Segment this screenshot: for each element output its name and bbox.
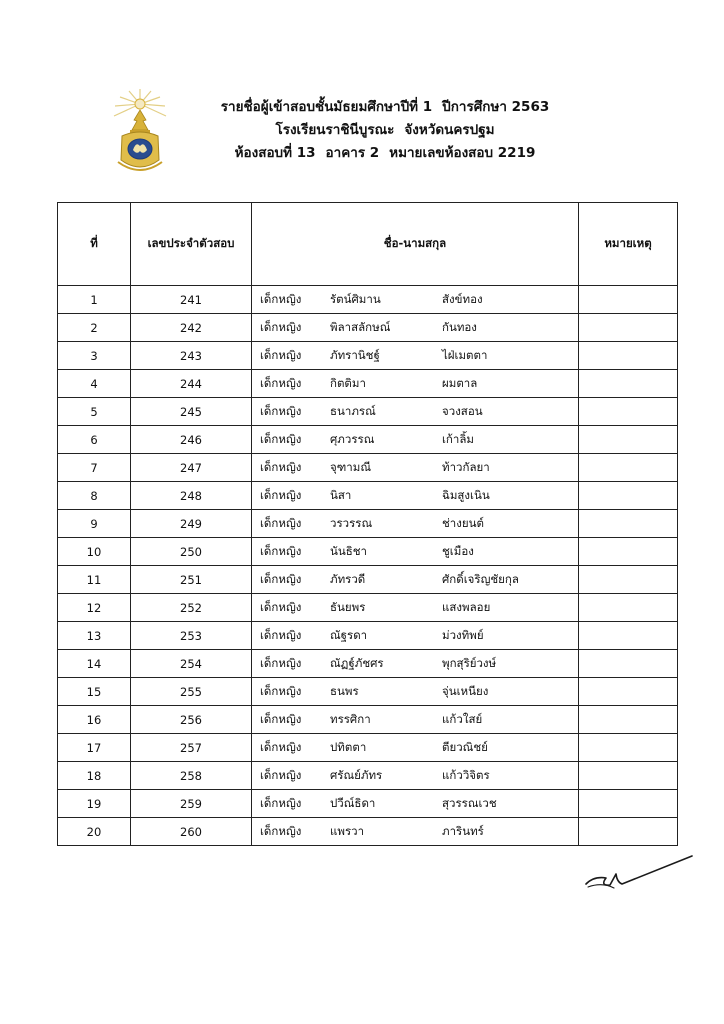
last-name: พุกสุริย์วงษ์ xyxy=(442,655,497,670)
full-name xyxy=(252,538,579,566)
name-prefix: เด็กหญิง xyxy=(260,823,302,838)
header-line-1 xyxy=(170,96,600,119)
full-name xyxy=(252,762,579,790)
first-name: ศรัณย์ภัทร xyxy=(330,767,383,782)
header-no: ที่ xyxy=(58,203,131,286)
full-name xyxy=(252,370,579,398)
remark xyxy=(579,510,678,538)
first-name: ทรรศิกา xyxy=(330,711,371,726)
row-number: 13 xyxy=(58,622,131,650)
row-number: 4 xyxy=(58,370,131,398)
full-name xyxy=(252,566,579,594)
row-number: 20 xyxy=(58,818,131,846)
header-remark: หมายเหตุ xyxy=(579,203,678,286)
handwritten-signature-icon xyxy=(580,852,695,894)
first-name: รัตน์ศิมาน xyxy=(330,291,381,306)
remark xyxy=(579,706,678,734)
row-number: 5 xyxy=(58,398,131,426)
header-line-3 xyxy=(170,142,600,165)
first-name: ปวีณ์ธิดา xyxy=(330,795,376,810)
exam-id: 242 xyxy=(131,314,252,342)
document-header xyxy=(170,96,600,165)
row-number: 16 xyxy=(58,706,131,734)
table-header-row xyxy=(58,203,678,286)
table-row xyxy=(58,594,678,622)
name-prefix: เด็กหญิง xyxy=(260,543,302,558)
table-row xyxy=(58,454,678,482)
row-number: 14 xyxy=(58,650,131,678)
row-number: 3 xyxy=(58,342,131,370)
first-name: จุฑามณี xyxy=(330,459,371,474)
last-name: จุ่นเหนียง xyxy=(442,683,489,698)
last-name: สังข์ทอง xyxy=(442,291,483,306)
last-name: ผมตาล xyxy=(442,375,478,390)
exam-title: รายชื่อผู้เข้าสอบชั้นมัธยมศึกษาปีที่ 1 xyxy=(220,99,433,115)
remark xyxy=(579,734,678,762)
name-prefix: เด็กหญิง xyxy=(260,739,302,754)
name-prefix: เด็กหญิง xyxy=(260,599,302,614)
exam-room: ห้องสอบที่ 13 xyxy=(234,145,316,161)
table-row xyxy=(58,482,678,510)
name-prefix: เด็กหญิง xyxy=(260,655,302,670)
name-prefix: เด็กหญิง xyxy=(260,347,302,362)
last-name: สุวรรณเวช xyxy=(442,795,497,810)
full-name xyxy=(252,594,579,622)
table-row xyxy=(58,426,678,454)
full-name xyxy=(252,454,579,482)
last-name: กันทอง xyxy=(442,319,477,334)
remark xyxy=(579,790,678,818)
exam-id: 251 xyxy=(131,566,252,594)
table-row xyxy=(58,818,678,846)
first-name: ธนพร xyxy=(330,683,359,698)
full-name xyxy=(252,650,579,678)
row-number: 15 xyxy=(58,678,131,706)
exam-id: 260 xyxy=(131,818,252,846)
full-name xyxy=(252,734,579,762)
remark xyxy=(579,538,678,566)
full-name xyxy=(252,818,579,846)
row-number: 1 xyxy=(58,286,131,314)
header-line-2 xyxy=(170,119,600,142)
row-number: 12 xyxy=(58,594,131,622)
exam-id: 243 xyxy=(131,342,252,370)
first-name: ศุภวรรณ xyxy=(330,431,375,446)
name-prefix: เด็กหญิง xyxy=(260,683,302,698)
table-row xyxy=(58,622,678,650)
exam-id: 253 xyxy=(131,622,252,650)
table-row xyxy=(58,678,678,706)
first-name: ธันยพร xyxy=(330,599,366,614)
table-row xyxy=(58,370,678,398)
first-name: ภัทรานิชฐ์ xyxy=(330,347,380,362)
name-prefix: เด็กหญิง xyxy=(260,291,302,306)
exam-id: 257 xyxy=(131,734,252,762)
row-number: 19 xyxy=(58,790,131,818)
table-row xyxy=(58,510,678,538)
table-row xyxy=(58,398,678,426)
last-name: จวงสอน xyxy=(442,403,483,418)
last-name: แก้ววิจิตร xyxy=(442,767,490,782)
first-name: ธนาภรณ์ xyxy=(330,403,376,418)
first-name: ปทิตตา xyxy=(330,739,367,754)
table-body xyxy=(58,286,678,846)
first-name: วรวรรณ xyxy=(330,515,373,530)
exam-id: 241 xyxy=(131,286,252,314)
full-name xyxy=(252,482,579,510)
header-exam-id: เลขประจำตัวสอบ xyxy=(131,203,252,286)
name-prefix: เด็กหญิง xyxy=(260,571,302,586)
last-name: ชูเมือง xyxy=(442,543,474,558)
remark xyxy=(579,370,678,398)
full-name xyxy=(252,678,579,706)
remark xyxy=(579,398,678,426)
remark xyxy=(579,594,678,622)
row-number: 17 xyxy=(58,734,131,762)
name-prefix: เด็กหญิง xyxy=(260,487,302,502)
table-row xyxy=(58,762,678,790)
table-row xyxy=(58,734,678,762)
name-prefix: เด็กหญิง xyxy=(260,319,302,334)
table-row xyxy=(58,566,678,594)
full-name xyxy=(252,286,579,314)
remark xyxy=(579,622,678,650)
first-name: พิลาสลักษณ์ xyxy=(330,319,391,334)
last-name: ฉิมสูงเนิน xyxy=(442,487,490,502)
last-name: แสงพลอย xyxy=(442,599,491,614)
last-name: เก้าลิ้ม xyxy=(442,431,474,446)
remark xyxy=(579,342,678,370)
remark xyxy=(579,762,678,790)
remark xyxy=(579,678,678,706)
row-number: 9 xyxy=(58,510,131,538)
table-row xyxy=(58,790,678,818)
province: จังหวัดนครปฐม xyxy=(404,122,495,138)
exam-id: 254 xyxy=(131,650,252,678)
exam-id: 255 xyxy=(131,678,252,706)
room-code: หมายเลขห้องสอบ 2219 xyxy=(389,145,536,161)
first-name: แพรวา xyxy=(330,823,365,838)
last-name: ไฝ่เมตตา xyxy=(442,347,488,362)
exam-id: 256 xyxy=(131,706,252,734)
remark xyxy=(579,482,678,510)
table-row xyxy=(58,286,678,314)
last-name: ภารินทร์ xyxy=(442,823,484,838)
full-name xyxy=(252,706,579,734)
full-name xyxy=(252,314,579,342)
last-name: ตียวณิชย์ xyxy=(442,739,488,754)
full-name xyxy=(252,510,579,538)
name-prefix: เด็กหญิง xyxy=(260,431,302,446)
exam-id: 245 xyxy=(131,398,252,426)
first-name: กิตติมา xyxy=(330,375,366,390)
last-name: แก้วใสย์ xyxy=(442,711,483,726)
building: อาคาร 2 xyxy=(325,145,380,161)
exam-id: 258 xyxy=(131,762,252,790)
exam-id: 249 xyxy=(131,510,252,538)
name-prefix: เด็กหญิง xyxy=(260,767,302,782)
first-name: ณัฏฐ์ภัชศร xyxy=(330,655,384,670)
name-prefix: เด็กหญิง xyxy=(260,375,302,390)
full-name xyxy=(252,398,579,426)
row-number: 10 xyxy=(58,538,131,566)
remark xyxy=(579,650,678,678)
remark xyxy=(579,314,678,342)
remark xyxy=(579,566,678,594)
school-name: โรงเรียนราชินีบูรณะ xyxy=(275,122,395,138)
name-prefix: เด็กหญิง xyxy=(260,627,302,642)
last-name: ม่วงทิพย์ xyxy=(442,627,484,642)
first-name: ภัทรวดี xyxy=(330,571,366,586)
first-name: ณัฐรดา xyxy=(330,627,368,642)
full-name xyxy=(252,622,579,650)
exam-id: 246 xyxy=(131,426,252,454)
name-prefix: เด็กหญิง xyxy=(260,403,302,418)
last-name: ท้าวกัลยา xyxy=(442,459,490,474)
exam-id: 250 xyxy=(131,538,252,566)
exam-id: 259 xyxy=(131,790,252,818)
exam-id: 252 xyxy=(131,594,252,622)
last-name: ศักดิ์เจริญชัยกุล xyxy=(442,571,519,586)
name-prefix: เด็กหญิง xyxy=(260,459,302,474)
table-row xyxy=(58,342,678,370)
last-name: ช่างยนต์ xyxy=(442,515,484,530)
first-name: นิสา xyxy=(330,487,352,502)
exam-id: 244 xyxy=(131,370,252,398)
full-name xyxy=(252,426,579,454)
row-number: 18 xyxy=(58,762,131,790)
name-prefix: เด็กหญิง xyxy=(260,795,302,810)
table-row xyxy=(58,706,678,734)
row-number: 8 xyxy=(58,482,131,510)
full-name xyxy=(252,342,579,370)
remark xyxy=(579,426,678,454)
name-prefix: เด็กหญิง xyxy=(260,515,302,530)
academic-year: ปีการศึกษา 2563 xyxy=(442,99,550,115)
name-prefix: เด็กหญิง xyxy=(260,711,302,726)
header-name: ชื่อ-นามสกุล xyxy=(252,203,579,286)
row-number: 6 xyxy=(58,426,131,454)
school-emblem-icon xyxy=(112,88,168,178)
examinee-table xyxy=(57,202,678,846)
remark xyxy=(579,454,678,482)
row-number: 11 xyxy=(58,566,131,594)
exam-id: 248 xyxy=(131,482,252,510)
remark xyxy=(579,818,678,846)
table-row xyxy=(58,314,678,342)
table-row xyxy=(58,650,678,678)
table-row xyxy=(58,538,678,566)
first-name: นันธิชา xyxy=(330,543,368,558)
exam-id: 247 xyxy=(131,454,252,482)
remark xyxy=(579,286,678,314)
row-number: 7 xyxy=(58,454,131,482)
row-number: 2 xyxy=(58,314,131,342)
full-name xyxy=(252,790,579,818)
